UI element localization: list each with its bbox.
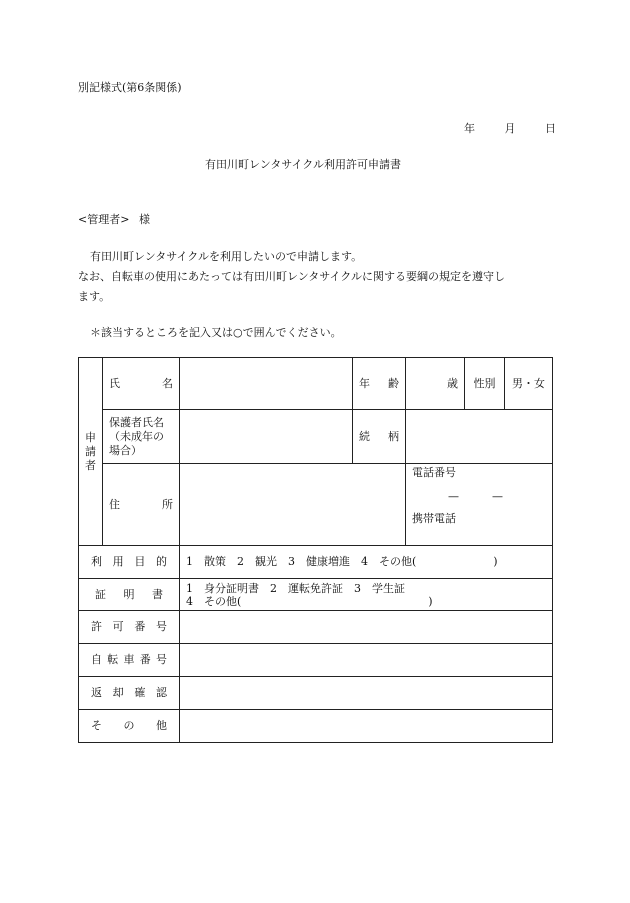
id-label: 証明書 (95, 587, 163, 601)
body-line-1: 有田川町レンタサイクルを利用したいので申請します。 (90, 250, 363, 263)
date-day: 日 (545, 122, 556, 135)
return-field[interactable] (180, 677, 553, 710)
phone-label: 電話番号 (412, 466, 456, 479)
guardian-label-1: 保護者氏名 (109, 415, 164, 429)
relation-label: 続柄 (359, 429, 399, 443)
address-field[interactable] (180, 464, 406, 546)
relation-label-cell (353, 410, 406, 464)
address-label-cell (103, 464, 180, 546)
date-year: 年 (464, 122, 475, 135)
date-line (464, 120, 556, 136)
form-reference: 別記様式(第6条関係) (78, 81, 182, 94)
phone-cell[interactable] (406, 464, 553, 546)
name-field[interactable] (180, 358, 353, 410)
name-label: 氏名 (109, 376, 173, 390)
permit-label: 許可番号 (91, 620, 167, 633)
row-permit (79, 611, 553, 644)
bicycle-label-cell (79, 644, 180, 677)
gender-label: 性別 (465, 358, 505, 410)
id-label-cell (79, 579, 180, 611)
id-options[interactable] (180, 579, 553, 611)
instruction-note: ＊該当するところを記入又は○で囲んでください。 (90, 326, 342, 339)
row-other (79, 710, 553, 743)
permit-field[interactable] (180, 611, 553, 644)
row-return (79, 677, 553, 710)
relation-field[interactable] (406, 410, 553, 464)
document-title: 有田川町レンタサイクル利用許可申請書 (205, 158, 401, 171)
addressee-honorific: 様 (138, 213, 150, 226)
row-bicycle (79, 644, 553, 677)
date-month: 月 (504, 122, 516, 135)
purpose-label-cell (79, 546, 180, 579)
bicycle-label: 自転車番号 (91, 653, 167, 666)
body-line-3: ます。 (78, 290, 111, 303)
other-field[interactable] (180, 710, 553, 743)
address-label: 住所 (109, 497, 173, 511)
guardian-label-2: （未成年の (109, 429, 164, 443)
return-label-cell (79, 677, 180, 710)
body-line-2: なお、自転車の使用にあたっては有田川町レンタサイクルに関する要綱の規定を遵守し (78, 270, 505, 283)
age-unit: 歳 (447, 376, 458, 390)
return-label: 返却確認 (91, 686, 167, 699)
age-label-cell (353, 358, 406, 410)
guardian-label-cell (103, 410, 180, 464)
mobile-label: 携帯電話 (412, 512, 456, 525)
phone-dash: — — (448, 490, 503, 503)
applicant-group-label: 申 請 者 (79, 358, 103, 546)
bicycle-field[interactable] (180, 644, 553, 677)
row-id (79, 579, 553, 611)
name-label-cell (103, 358, 180, 410)
other-label-cell (79, 710, 180, 743)
purpose-options[interactable]: 1 散策 2 観光 3 健康増進 4 その他( ) (180, 546, 553, 579)
permit-label-cell (79, 611, 180, 644)
row-address (79, 464, 553, 546)
age-label: 年齢 (359, 376, 399, 390)
row-name (79, 358, 553, 410)
purpose-label: 利用目的 (91, 555, 167, 568)
guardian-label-3: 場合） (109, 443, 142, 457)
addressee-line (78, 211, 150, 227)
other-label: その他 (91, 719, 167, 732)
id-options-line-2: 4 その他( ) (186, 594, 433, 608)
addressee-manager: <管理者> (78, 213, 130, 226)
guardian-field[interactable] (180, 410, 353, 464)
row-purpose (79, 546, 553, 579)
age-field[interactable] (406, 358, 465, 410)
gender-options[interactable]: 男・女 (505, 358, 553, 410)
id-options-line-1: 1 身分証明書 2 運転免許証 3 学生証 (186, 581, 405, 595)
row-guardian (79, 410, 553, 464)
application-table (78, 357, 553, 743)
